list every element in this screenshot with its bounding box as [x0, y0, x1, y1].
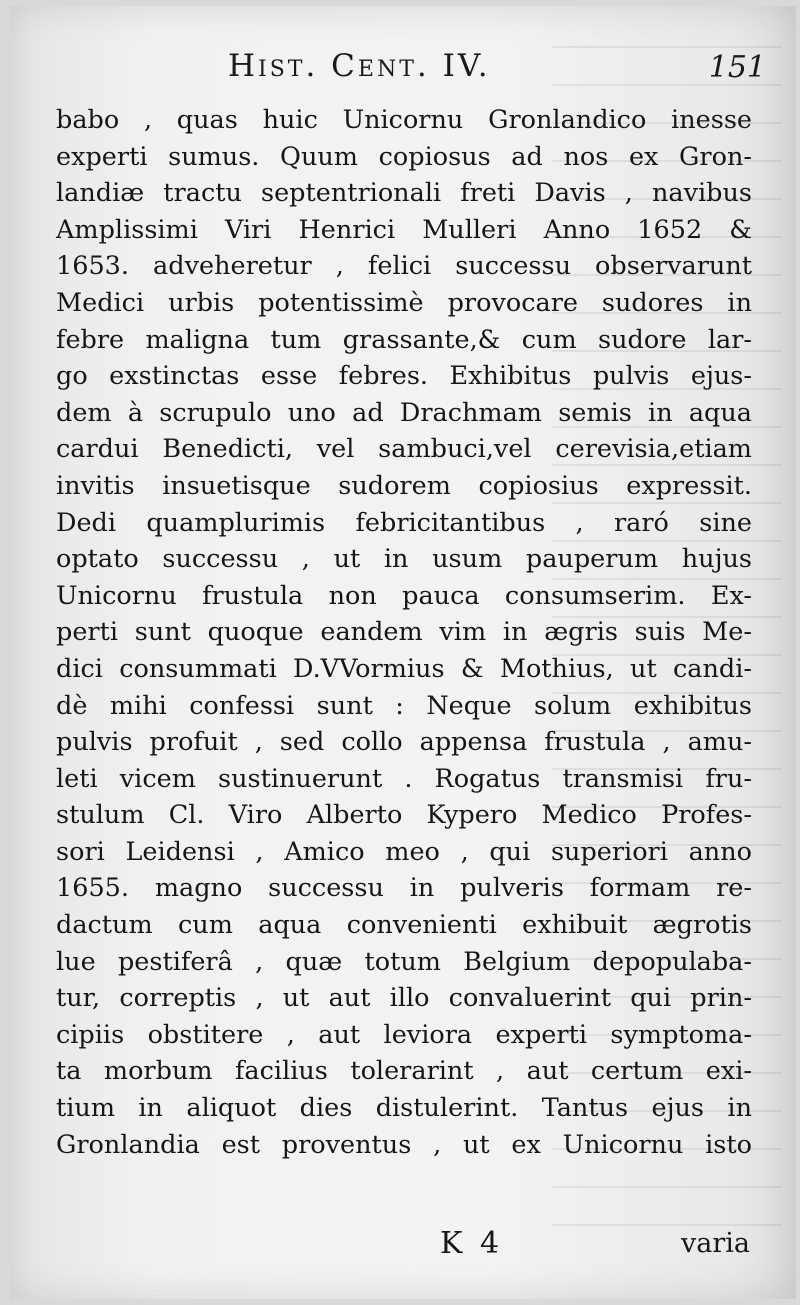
text-line: 1653. adveheretur , felici successu observarunt: [56, 251, 752, 282]
text-line: ta morbum facilius tolerarint , aut certum exi-: [56, 1056, 752, 1087]
text-line: Gronlandia est proventus , ut ex Unicornu isto: [56, 1129, 752, 1160]
page-footer: [10, 1226, 796, 1270]
text-line: tur, correptis , ut aut illo convaluerint qui prin-: [56, 983, 752, 1014]
text-line: leti vicem sustinuerunt . Rogatus transmisi fru-: [56, 763, 752, 794]
text-line: stulum Cl. Viro Alberto Kypero Medico Profes-: [56, 800, 752, 831]
text-line: perti sunt quoque eandem vim in ægris suis Me-: [56, 617, 752, 648]
text-line: tium in aliquot dies distulerint. Tantus ejus in: [56, 1093, 752, 1124]
text-line: dactum cum aqua convenienti exhibuit ægrotis: [56, 910, 752, 941]
text-line: sori Leidensi , Amico meo , qui superiori anno: [56, 836, 752, 867]
page-number: 151: [708, 50, 766, 85]
text-line: go exstinctas esse febres. Exhibitus pulvis ejus-: [56, 361, 752, 392]
page-header: [10, 48, 796, 92]
text-line: dè mihi confessi sunt : Neque solum exhibitus: [56, 690, 752, 721]
running-head: Hist. Cent. IV.: [228, 48, 491, 84]
text-line: optato successu , ut in usum pauperum hujus: [56, 544, 752, 575]
text-line: cipiis obstitere , aut leviora experti symptoma-: [56, 1019, 752, 1050]
catchword: varia: [681, 1228, 750, 1259]
text-line: invitis insuetisque sudorem copiosius expressit.: [56, 470, 752, 501]
text-line: Medici urbis potentissimè provocare sudores in: [56, 287, 752, 318]
text-line: dem à scrupulo uno ad Drachmam semis in aqua: [56, 397, 752, 428]
text-line: Dedi quamplurimis febricitantibus , raró sine: [56, 507, 752, 538]
text-line: experti sumus. Quum copiosus ad nos ex Gron-: [56, 141, 752, 172]
text-line: lue pestiferâ , quæ totum Belgium depopulaba-: [56, 946, 752, 977]
body-text: [56, 102, 752, 1163]
text-line: dici consummati D.VVormius & Mothius, ut candi-: [56, 653, 752, 684]
book-page: [10, 6, 796, 1299]
signature-mark: K 4: [440, 1226, 504, 1261]
text-line: babo , quas huic Unicornu Gronlandico inesse: [56, 105, 752, 135]
text-line: 1655. magno successu in pulveris formam re-: [56, 873, 752, 904]
text-line: febre maligna tum grassante,& cum sudore lar-: [56, 324, 752, 355]
text-line: landiæ tractu septentrionali freti Davis , navibus: [56, 178, 752, 209]
text-line: cardui Benedicti, vel sambuci,vel cerevisia,etiam: [56, 434, 752, 465]
text-line: Amplissimi Viri Henrici Mulleri Anno 1652 &: [56, 214, 752, 245]
text-line: Unicornu frustula non pauca consumserim. Ex-: [56, 580, 752, 611]
text-line: pulvis profuit , sed collo appensa frustula , amu-: [56, 727, 752, 758]
